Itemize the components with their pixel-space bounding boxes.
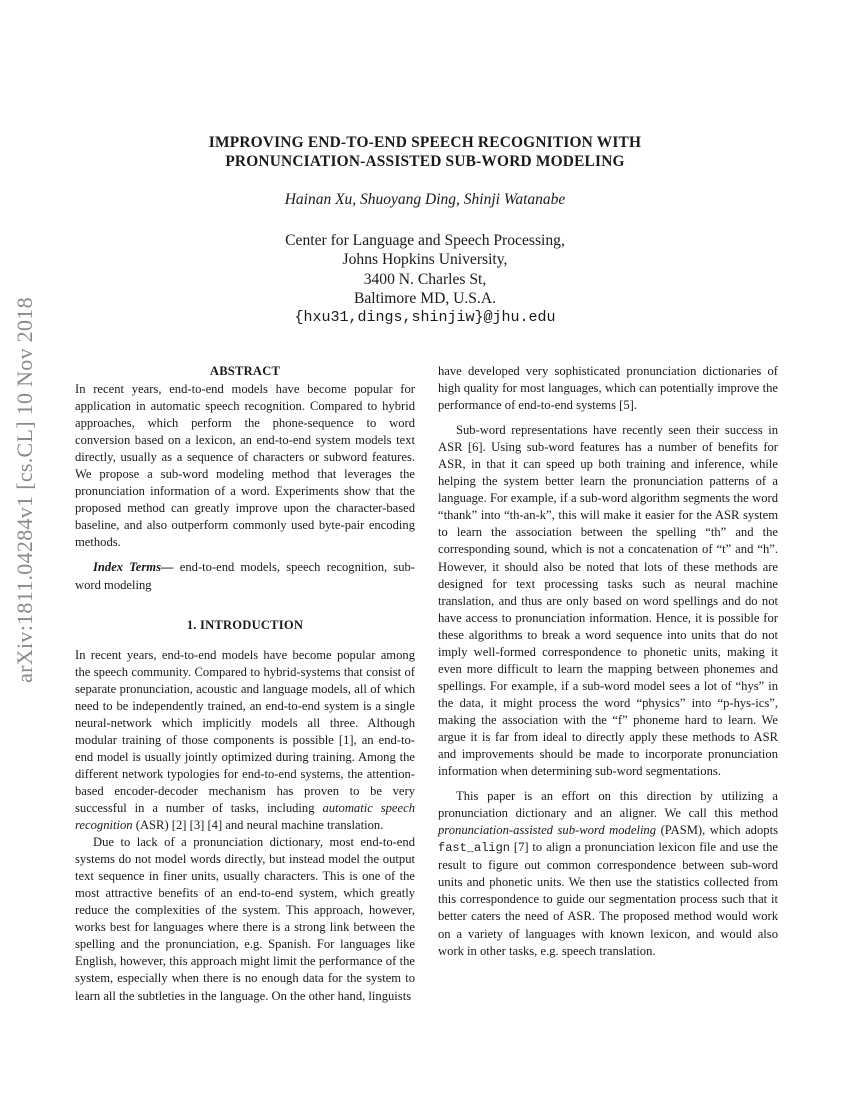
intro-paragraph-2: Due to lack of a pronunciation dictionary, most end-to-end systems do not model words directly, but instead model the output text sequence in finer units, usually characters. This is one of the most attractive benefits of an end-to-end system, which greatly reduce the complexities of the system. This approach, however, works best for languages where there is a strong link between the spelling and the pronunciation, e.g. Spanish. For languages like English, however, this approach might limit the performance of the system, especially when there is no enough data for the system to learn all the subtleties in the language. On the other hand, linguists [75,835,415,1003]
intro-p1-text: In recent years, end-to-end models have become popular among the speech community. Compared to hybrid-systems that consist of separate pronunciation, acoustic and language models, all of which need to be independently trained, an end-to-end system is a single neural-network which implicitly models all three. Although modular training of those components is possible [1], an end-to-end model is usually jointly optimized during training. Among the different network typologies for end-to-end systems, the attention-based encoder-decoder mechanism has proven to be very successful in a number of tasks, including [75,647,415,815]
paper-title [100,133,750,171]
intro-p4-emphasis: pronunciation-assisted sub-word modeling [438,823,657,838]
index-terms-label: Index Terms— [93,560,174,575]
intro-paragraph-4 [438,788,778,959]
intro-p4-code: fast_align [438,841,511,856]
left-column [75,363,415,1005]
intro-paragraph-2-continued: have developed very sophisticated pronunciation dictionaries of high quality for most languages, which can potentially improve the performance of end-to-end systems [5]. [438,364,778,413]
abstract-heading: ABSTRACT [209,364,281,378]
index-terms [75,559,415,593]
intro-p1-emphasis: automatic speech recognition [75,800,415,833]
abstract-text: In recent years, end-to-end models have become popular for application in automatic speech recognition. Compared to hybrid approaches, which perform the phone-sequence to word conversion based on a lexicon, an end-to-end system models text directly, usually as a sequence of characters or subword features. We propose a sub-word modeling method that leverages the pronunciation information of a word. Experiments show that the proposed method can greatly improve upon the character-based baseline, and also outperform commonly used byte-pair encoding methods. [75,382,415,550]
intro-p1-end: (ASR) [2] [3] [4] and neural machine translation. [132,818,384,833]
intro-paragraph-1 [75,647,415,835]
intro-paragraph-3: Sub-word representations have recently seen their success in ASR [6]. Using sub-word features has a number of benefits for ASR, in that it can speed up both training and inference, while helping the system better learn the pronunciation patterns of a language. For example, if a sub-word algorithm segments the word “thank” into “th-an-k”, this will make it easier for the ASR system to learn the association between the spelling “th” and the corresponding sound, which is not a concatenation of “t” and “h”. However, it should also be noted that lots of these methods are designed for text processing tasks such as neural machine translation, and thus are only based on word spellings and do not have access to pronunciation information. Hence, it is possible for these algorithms to break a word sequence into units that do not imply well-formed correspondence to phonetic units, making it even more difficult to learn the mapping between phonemes and spellings. For example, if a sub-word model sees a lot of “hys” in the data, it might process the word “physics” into “p-hys-ics”, making the association with the “f” phoneme hard to learn. We argue it is far from ideal to directly apply these methods to ASR and improvements should be made to incorporate pronunciation information when determining sub-word segmentations. [438,423,778,779]
intro-p4-end: [7] to align a pronunciation lexicon file and use the result to figure out common correspondence between sub-word units and phonetic units. We then use the statistics collected from this correspondence to guide our segmentation process such that it better caters the need of ASR. The proposed method would work on a variety of languages with known lexicon, and would also work in other tasks, e.g. speech translation. [438,840,778,958]
introduction-heading: 1. INTRODUCTION [186,617,304,632]
author-list: Hainan Xu, Shuoyang Ding, Shinji Watanabe [284,191,566,208]
affiliation-line-1: Center for Language and Speech Processing, [285,232,565,249]
intro-p4-start: This paper is an effort on this direction by utilizing a pronunciation dictionary and an aligner. We call this method [438,789,778,821]
title-line-1: IMPROVING END-TO-END SPEECH RECOGNITION WITH [208,134,642,151]
title-line-2: PRONUNCIATION-ASSISTED SUB-WORD MODELING [225,153,625,170]
affiliation-line-2: Johns Hopkins University, [342,251,508,269]
arxiv-identifier-stamp [6,280,44,700]
intro-p4-mid: (PASM), which adopts [656,823,778,838]
right-column [438,363,778,960]
author-emails: {hxu31,dings,shinjiw}@jhu.edu [294,309,556,327]
arxiv-stamp-text: arXiv:1811.04284v1 [cs.CL] 10 Nov 2018 [12,297,38,683]
affiliation-line-3: 3400 N. Charles St, [363,270,487,288]
index-terms-text: end-to-end models, speech recognition, sub-word modeling [75,560,415,592]
affiliation-line-4: Baltimore MD, U.S.A. [353,289,497,307]
affiliation-block [100,231,750,327]
